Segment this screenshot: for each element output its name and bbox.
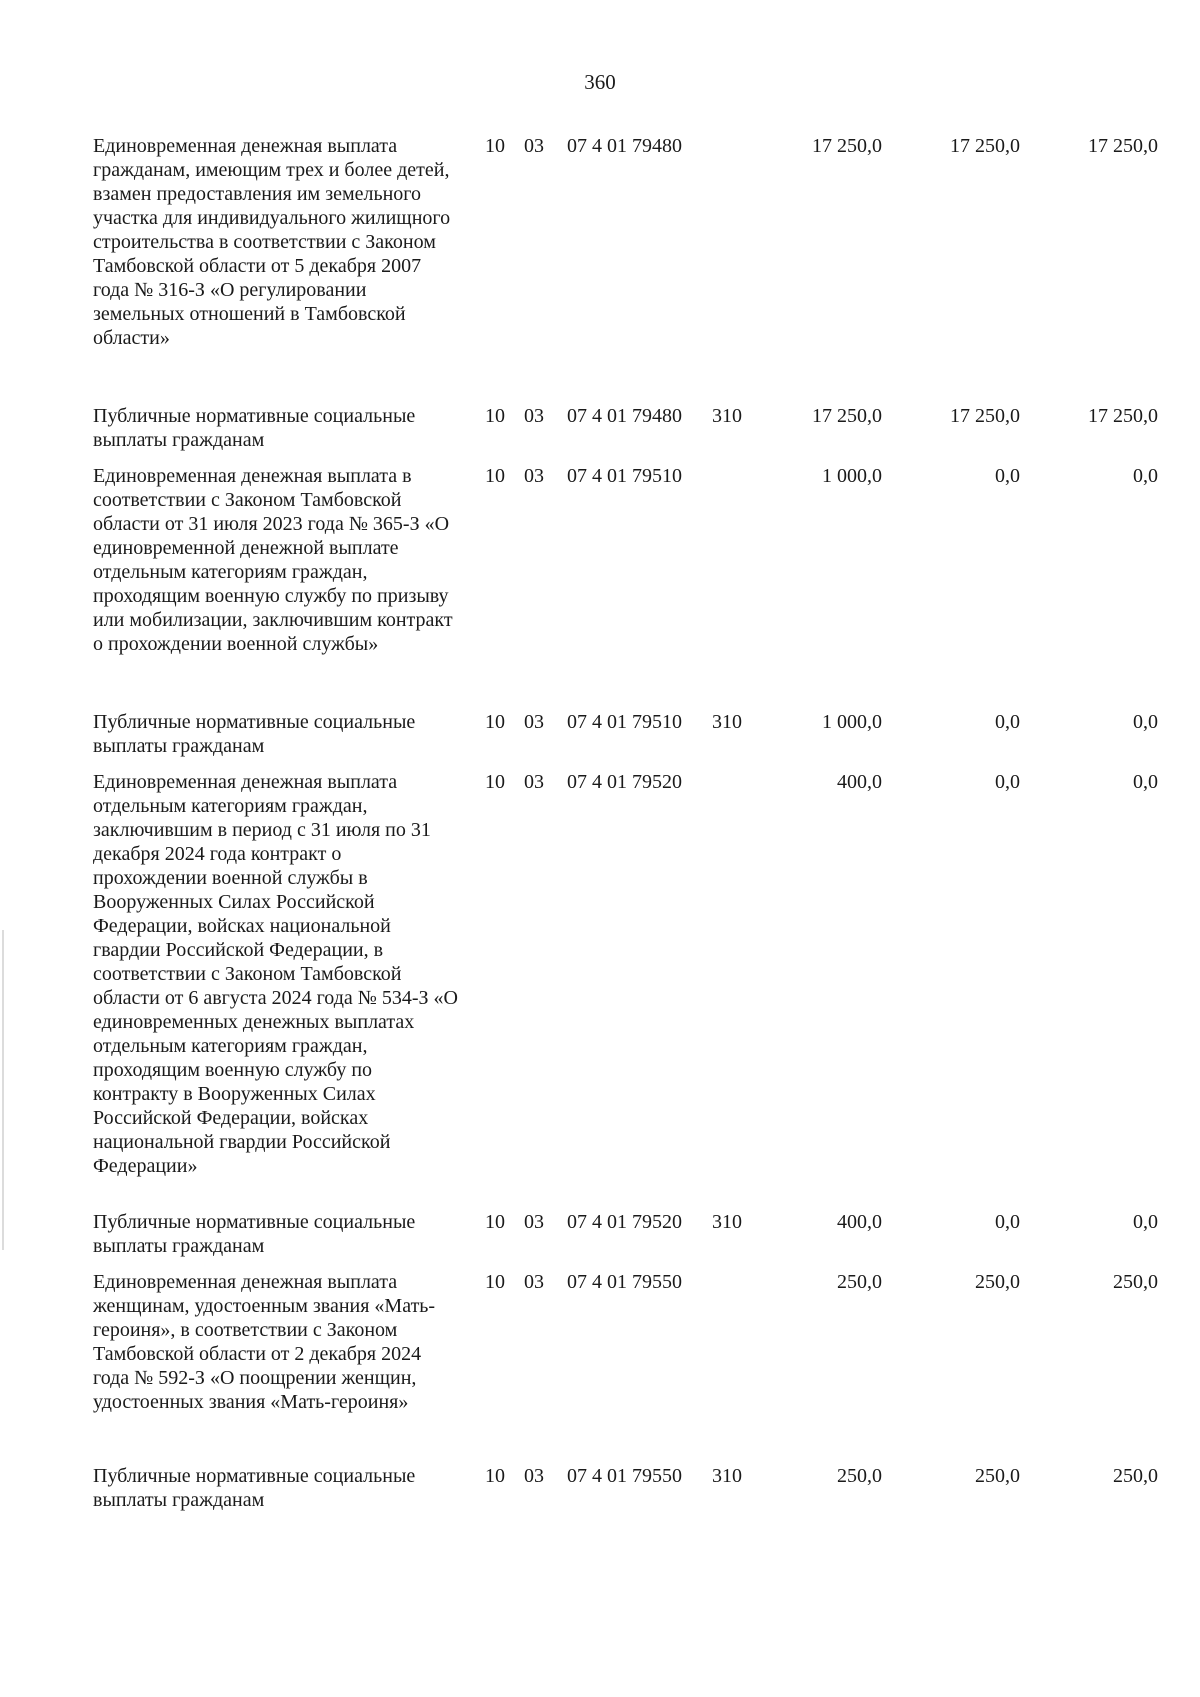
row-subsection: 03 — [524, 1271, 544, 1293]
row-value-3: 0,0 — [1133, 1211, 1158, 1233]
row-section: 10 — [485, 771, 505, 793]
row-value-3: 0,0 — [1133, 711, 1158, 733]
scan-edge-mark — [2, 930, 4, 1250]
row-expense-type: 310 — [712, 1211, 742, 1233]
row-value-1: 250,0 — [837, 1465, 882, 1487]
row-value-3: 17 250,0 — [1088, 135, 1158, 157]
row-subsection: 03 — [524, 135, 544, 157]
row-value-2: 17 250,0 — [950, 135, 1020, 157]
row-value-2: 250,0 — [975, 1271, 1020, 1293]
row-subsection: 03 — [524, 771, 544, 793]
row-expense-type: 310 — [712, 405, 742, 427]
row-value-2: 0,0 — [995, 771, 1020, 793]
row-value-3: 250,0 — [1113, 1465, 1158, 1487]
row-value-2: 250,0 — [975, 1465, 1020, 1487]
row-section: 10 — [485, 135, 505, 157]
row-section: 10 — [485, 1271, 505, 1293]
row-section: 10 — [485, 1465, 505, 1487]
row-subsection: 03 — [524, 1465, 544, 1487]
row-value-2: 0,0 — [995, 465, 1020, 487]
row-name: Публичные нормативные социальные выплаты гражданам — [93, 1211, 416, 1257]
row-name: Публичные нормативные социальные выплаты гражданам — [93, 405, 416, 451]
row-value-1: 400,0 — [837, 771, 882, 793]
row-value-3: 250,0 — [1113, 1271, 1158, 1293]
row-value-2: 17 250,0 — [950, 405, 1020, 427]
row-target-article: 07 4 01 79480 — [567, 405, 682, 427]
row-subsection: 03 — [524, 1211, 544, 1233]
row-section: 10 — [485, 1211, 505, 1233]
row-value-1: 250,0 — [837, 1271, 882, 1293]
row-value-1: 1 000,0 — [822, 465, 882, 487]
row-target-article: 07 4 01 79520 — [567, 771, 682, 793]
row-subsection: 03 — [524, 711, 544, 733]
row-value-2: 0,0 — [995, 1211, 1020, 1233]
row-name: Публичные нормативные социальные выплаты гражданам — [93, 1465, 416, 1511]
row-section: 10 — [485, 465, 505, 487]
row-name: Единовременная денежная выплата женщинам, удостоенным звания «Мать-героиня», в соответствии с Законом Тамбовской области от 2 декабря 2024 года № 592-З «О поощрении женщин, удостоенных звания «Мать-героиня» — [93, 1271, 436, 1413]
row-value-1: 1 000,0 — [822, 711, 882, 733]
row-name: Единовременная денежная выплата в соответствии с Законом Тамбовской области от 31 июля 2023 года № 365-З «О единовременной денежной выплате отдельным категориям граждан, проходящим военную службу по призыву или мобилизации, заключившим контракт о прохождении военной службы» — [93, 465, 453, 655]
row-expense-type: 310 — [712, 1465, 742, 1487]
row-target-article: 07 4 01 79550 — [567, 1465, 682, 1487]
row-section: 10 — [485, 405, 505, 427]
row-target-article: 07 4 01 79550 — [567, 1271, 682, 1293]
row-value-1: 17 250,0 — [812, 135, 882, 157]
row-subsection: 03 — [524, 465, 544, 487]
row-value-3: 17 250,0 — [1088, 405, 1158, 427]
row-target-article: 07 4 01 79510 — [567, 711, 682, 733]
row-name: Единовременная денежная выплата гражданам, имеющим трех и более детей, взамен предоставления им земельного участка для индивидуального жилищного строительства в соответствии с Законом Тамбовской области от 5 декабря 2007 года № 316-З «О регулировании земельных отношений в Тамбовской области» — [93, 135, 451, 349]
row-value-2: 0,0 — [995, 711, 1020, 733]
page-number: 360 — [584, 70, 616, 94]
row-expense-type: 310 — [712, 711, 742, 733]
row-target-article: 07 4 01 79510 — [567, 465, 682, 487]
row-value-3: 0,0 — [1133, 465, 1158, 487]
row-name: Публичные нормативные социальные выплаты гражданам — [93, 711, 416, 757]
row-value-1: 400,0 — [837, 1211, 882, 1233]
row-value-1: 17 250,0 — [812, 405, 882, 427]
row-value-3: 0,0 — [1133, 771, 1158, 793]
row-subsection: 03 — [524, 405, 544, 427]
row-section: 10 — [485, 711, 505, 733]
row-target-article: 07 4 01 79520 — [567, 1211, 682, 1233]
row-target-article: 07 4 01 79480 — [567, 135, 682, 157]
row-name: Единовременная денежная выплата отдельным категориям граждан, заключившим в период с 31 июля по 31 декабря 2024 года контракт о прохождении военной службы в Вооруженных Силах Российской Федерации, войсках национальной гвардии Российской Федерации, в соответствии с Законом Тамбовской области от 6 августа 2024 года № 534-З «О единовременных денежных выплатах отдельным категориям граждан, проходящим военную службу по контракту в Вооруженных Силах Российской Федерации, войсках национальной гвардии Российской Федерации» — [93, 771, 458, 1177]
